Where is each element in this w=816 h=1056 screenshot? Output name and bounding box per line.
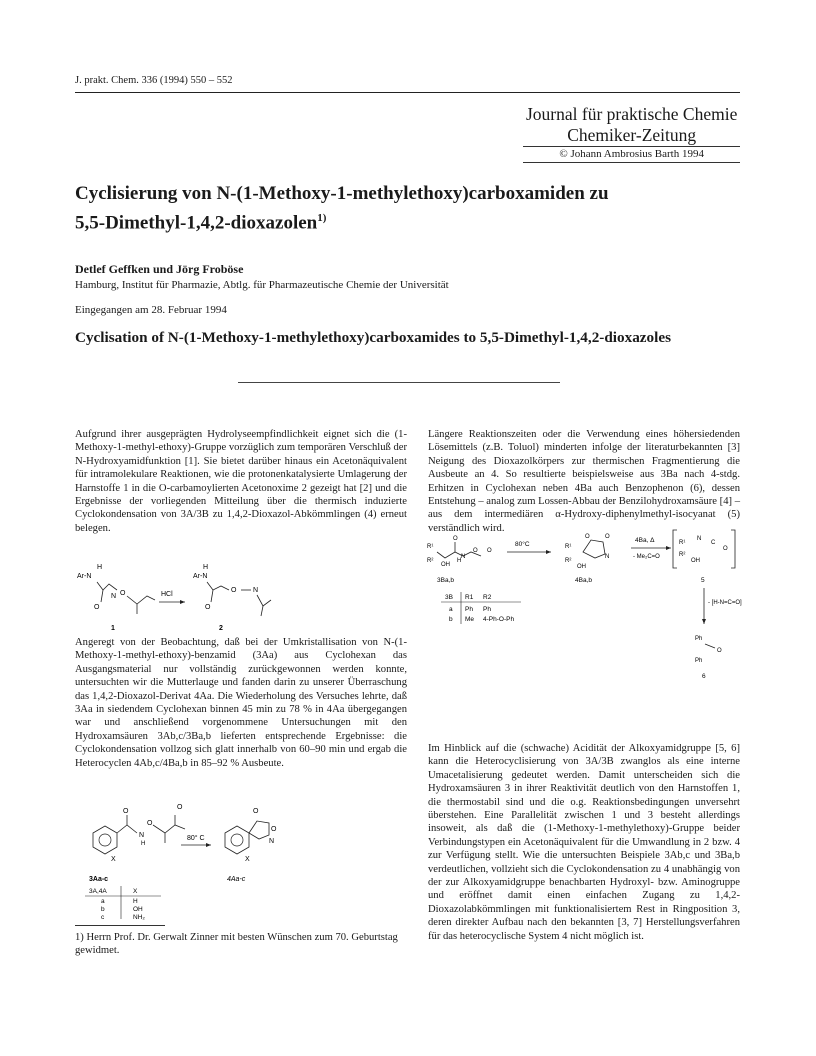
scheme3-reagent: 4Ba, Δ [635, 537, 655, 544]
svg-text:O: O [723, 546, 728, 552]
svg-text:O: O [487, 548, 492, 554]
compound-2-label: 2 [219, 625, 223, 632]
scheme-fragmentation [425, 500, 745, 700]
svg-text:O: O [94, 604, 100, 611]
svg-text:O: O [231, 587, 237, 594]
table-head-2: X [133, 888, 138, 895]
table-val-c: NH₂ [133, 914, 145, 920]
table-row-c: c [101, 914, 105, 920]
svg-text:H: H [141, 841, 146, 847]
svg-text:Ph: Ph [695, 636, 703, 642]
compound-5-label: 5 [701, 577, 705, 584]
table-val-a: H [133, 898, 138, 905]
svg-text:R²: R² [427, 558, 434, 564]
svg-text:OH: OH [691, 558, 700, 564]
svg-text:Ar-N: Ar-N [193, 573, 208, 580]
english-title: Cyclisation of N-(1-Methoxy-1-methylethoxy)carboxamides to 5,5-Dimethyl-1,4,2-dioxazoles [75, 329, 672, 346]
table-row-a: a [101, 898, 105, 905]
footnote-rule [75, 925, 165, 926]
compound-3a-label: 3Aa-c [89, 876, 109, 883]
table3-a-r1: Ph [465, 606, 473, 613]
svg-text:N: N [461, 554, 466, 560]
scheme3-condition: 80°C [515, 541, 530, 548]
journal-subname: Chemiker-Zeitung [567, 125, 697, 145]
table3-head-3: R2 [483, 594, 492, 601]
svg-text:O: O [253, 808, 259, 815]
svg-text:OH: OH [441, 562, 450, 568]
compound-3b-label: 3Ba,b [437, 577, 454, 584]
table3-head-1: 3B [445, 594, 453, 601]
svg-text:O: O [271, 826, 277, 833]
scheme-urea-rearrangement [75, 560, 305, 632]
journal-name: Journal für praktische Chemie [525, 104, 738, 124]
title-footnote-mark: 1) [317, 212, 327, 224]
compound-4b-label: 4Ba,b [575, 577, 592, 584]
scheme1-arn-label: Ar-N [77, 573, 92, 580]
table3-row-b: b [449, 616, 453, 623]
received-date: Eingegangen am 28. Februar 1994 [75, 304, 227, 316]
col2-paragraph-1: Längere Reaktionszeiten oder die Verwendung eines höhersiedenden Lösemittels (z.B. Toluol) minderten infolge der literaturbekannten [3] Neigung des Dioxazolkörpers zur thermischen Fragmentierung die Ausbeute an 4. So resultierte beispielsweise aus 3Ba nach 4-stdg. Erhitzen in Cyclohexan neben 4Ba auch Benzophenon (6), dessen Entstehung – analog zum Lossen-Abbau der Benzilohydroxamsäure [4] – aus dem intermediären α-Hydroxy-diphenylmethyl-isocyanat (5) verständlich wird. [428, 429, 740, 534]
svg-text:N: N [253, 587, 259, 594]
scheme3-byproduct: - Me₂C=O [633, 554, 660, 560]
table3-a-r2: Ph [483, 606, 491, 613]
title-line-1: Cyclisierung von N-(1-Methoxy-1-methylethoxy)carboxamiden zu [75, 183, 609, 204]
journal-masthead [523, 104, 740, 163]
svg-text:R²: R² [679, 552, 686, 558]
scheme3-fragment: - [H-N=C=O] [708, 600, 742, 606]
header-rule [75, 92, 740, 93]
compound-1-label: 1 [111, 625, 115, 632]
authors: Detlef Geffken und Jörg Froböse [75, 262, 244, 276]
table-val-b: OH [133, 906, 143, 913]
svg-text:R²: R² [565, 558, 572, 564]
article-title [75, 181, 735, 235]
svg-text:O: O [123, 808, 129, 815]
scheme2-condition: 80° C [187, 835, 205, 842]
scheme-dioxazole-cyclization [75, 795, 300, 920]
svg-text:H: H [457, 558, 462, 564]
svg-text:O: O [717, 648, 722, 654]
svg-text:R¹: R¹ [565, 544, 572, 550]
table3-b-r2: 4-Ph-O-Ph [483, 616, 515, 623]
table3-head-2: R1 [465, 594, 474, 601]
scheme1-h-label: H [97, 564, 103, 571]
svg-text:O: O [147, 820, 153, 827]
title-line-2: 5,5-Dimethyl-1,4,2-dioxazolen [75, 212, 318, 234]
svg-text:N: N [605, 554, 610, 560]
svg-text:N: N [139, 832, 145, 839]
svg-text:N: N [111, 593, 117, 600]
svg-text:R¹: R¹ [679, 540, 686, 546]
col1-paragraph-1: Aufgrund ihrer ausgeprägten Hydrolyseempfindlichkeit eignet sich die (1-Methoxy-1-methyl-ethoxy)-Gruppe vorzüglich zum temporären Verschluß der N-Hydroxyamidfunktion [1]. Sie bietet darüber hinaus ein Acetonäquivalent für intramolekulare Reaktionen, wie die protonenkatalysierte Umlagerung der Harnstoffe 1 in die O-carbamoylierten Acetonoxime 2 gezeigt hat [2] und die Ergebnisse der vorliegenden Mitteilung über die thermisch induzierte Cyclokondensation von 3A/3B zu 1,4,2-Dioxazol-Abkömmlingen (4) erneut belegen. [75, 429, 407, 534]
svg-text:O: O [120, 590, 126, 597]
svg-text:O: O [177, 804, 183, 811]
svg-text:X: X [245, 856, 250, 863]
svg-text:OH: OH [577, 564, 586, 570]
journal-copyright: © Johann Ambrosius Barth 1994 [523, 146, 740, 163]
svg-text:N: N [269, 838, 275, 845]
svg-text:O: O [605, 534, 610, 540]
svg-text:R¹: R¹ [427, 544, 434, 550]
svg-text:O: O [453, 536, 458, 542]
svg-text:Ph: Ph [695, 658, 703, 664]
table-row-b: b [101, 906, 105, 913]
svg-text:N: N [697, 536, 702, 542]
svg-text:X: X [111, 856, 116, 863]
svg-text:O: O [205, 604, 211, 611]
col1-paragraph-2: Angeregt von der Beobachtung, daß bei der Umkristallisation von N-(1-Methoxy-1-methyl-ethoxy)-benzamid (3Aa) aus Cyclohexan das Ausgangsmaterial nur vollständig zurückgewonnen werden konnte, untersuchten wir die Mutterlauge und fanden darin zu unserer Überraschung das 1,4,2-Dioxazol-Derivat 4Aa. Die Wiederholung des Versuches lehrte, daß 3Aa in siedendem Cyclohexan binnen 45 min zu 78 % in 4Aa übergegangen war und anschließend vorgenommene Untersuchungen mit den Hydroxamsäuren 3Ab,c/3Ba,b lieferten entsprechende Ergebnisse: die Cyclokondensation vollzog sich glatt innerhalb von 60–90 min und ergab die Heterocyclen 4Ab,c/4Ba,b in 85–92 % Ausbeute. [75, 637, 407, 769]
svg-text:C: C [711, 540, 716, 546]
compound-4a-label: 4Aa-c [227, 876, 246, 883]
table3-b-r1: Me [465, 616, 475, 623]
footnote: 1) Herrn Prof. Dr. Gerwalt Zinner mit besten Wünschen zum 70. Geburtstag gewidmet. [75, 932, 398, 957]
svg-text:HCl: HCl [161, 591, 173, 598]
title-separator [238, 382, 560, 383]
svg-text:O: O [473, 548, 478, 554]
table3-row-a: a [449, 606, 453, 613]
affiliation: Hamburg, Institut für Pharmazie, Abtlg. für Pharmazeutische Chemie der Universität [75, 279, 449, 291]
svg-text:H: H [203, 564, 209, 571]
compound-6-label: 6 [702, 673, 706, 680]
table-head-1: 3A,4A [89, 888, 107, 895]
citation-header: J. prakt. Chem. 336 (1994) 550 – 552 [75, 75, 233, 86]
col2-paragraph-2: Im Hinblick auf die (schwache) Acidität der Alkoxyamidgruppe [5, 6] kann die Heterocyclisierung von 3A/3B zwanglos als eine interne Umacetalisierung gedeutet werden. Damit unterscheiden sich die Hydroxamsäuren 3 in ihrer Reaktivität deutlich von den Harnstoffen 1, die thermostabil sind und die o.g. Reaktionsbedingungen unversehrt überstehen. Eine Parallelität zwischen 1 und 3 besteht allerdings insoweit, als daß die (1-Methoxy-1-methylethoxy)-Gruppe beider Verbindungstypen ein Acetonäquivalent für die Umwandlung in 2 bzw. 4 zur Verfügung stellt. Wie die untersuchten Beispiele 3Ab,c und 3Ba,b verdeutlichen, vollzieht sich die Cyclokondensation zu 4 unabhängig von der zur Alkoxyamidgruppe benachbarten Hydroxyl- bzw. Aminogruppe und eröffnet damit einen einfachen Zugang zu 1,4,2-Dioxazolabkömmlingen mit funktionalisiertem Rest in Ringposition 3, deren direkter Aufbau nach den bekannten [3, 7] Herstellungsverfahren für das heterocyclische System 4 nicht möglich ist. [428, 743, 740, 942]
svg-text:O: O [585, 534, 590, 540]
